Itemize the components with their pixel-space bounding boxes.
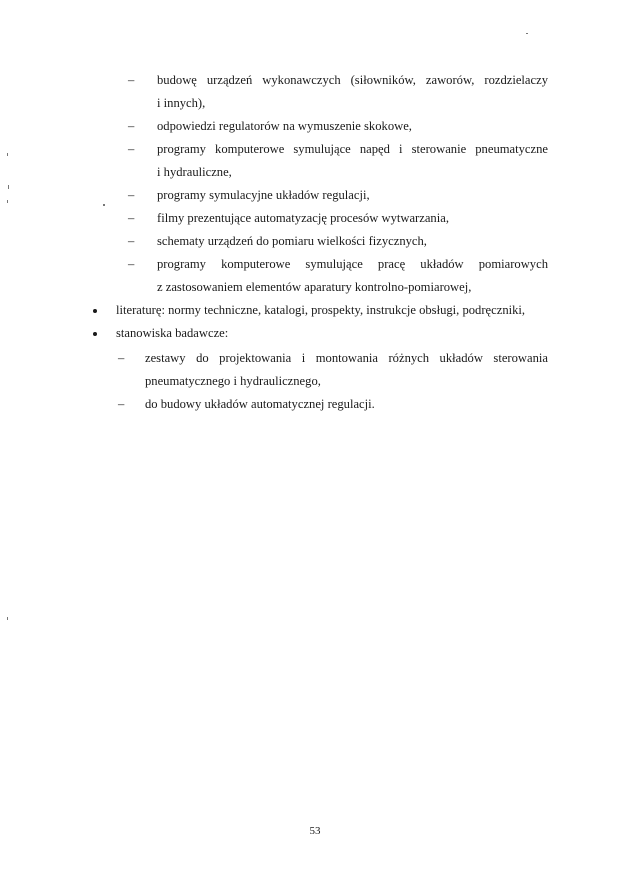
dash-marker: – — [118, 397, 125, 411]
list-item-line: zestawy do projektowania i montowania różnych układów sterowania — [145, 351, 548, 365]
list-item-line: programy komputerowe symulujące napęd i sterowanie pneumatyczne — [157, 142, 548, 156]
list-item-line: pneumatycznego i hydraulicznego, — [145, 374, 321, 388]
list-item-line: programy komputerowe symulujące pracę układów pomiarowych — [157, 257, 548, 271]
list-item-line: z zastosowaniem elementów aparatury kontrolno-pomiarowej, — [157, 280, 472, 294]
dash-marker: – — [128, 142, 135, 156]
dash-marker: – — [128, 73, 135, 87]
dash-marker: – — [128, 211, 135, 225]
page-number: 53 — [309, 825, 321, 837]
scan-speck — [7, 200, 8, 203]
dash-marker: – — [118, 351, 125, 365]
scan-speck — [8, 185, 9, 189]
bullet-marker — [93, 332, 97, 336]
scan-speck — [526, 33, 528, 34]
list-item-line: filmy prezentujące automatyzację procesów wytwarzania, — [157, 211, 449, 225]
scan-speck — [7, 153, 8, 156]
list-item-line: programy symulacyjne układów regulacji, — [157, 188, 370, 202]
scan-speck — [103, 204, 105, 206]
scan-speck — [7, 617, 8, 620]
list-item-line: odpowiedzi regulatorów na wymuszenie skokowe, — [157, 119, 412, 133]
list-item-line: i innych), — [157, 96, 206, 110]
list-item-line: i hydrauliczne, — [157, 165, 232, 179]
dash-marker: – — [128, 188, 135, 202]
dash-marker: – — [128, 257, 135, 271]
dash-marker: – — [128, 234, 135, 248]
bullet-item: literaturę: normy techniczne, katalogi, prospekty, instrukcje obsługi, podręczniki, — [116, 303, 526, 317]
list-item-line: schematy urządzeń do pomiaru wielkości fizycznych, — [157, 234, 427, 248]
list-item-line: do budowy układów automatycznej regulacji. — [145, 397, 375, 411]
list-item-line: budowę urządzeń wykonawczych (siłowników, zaworów, rozdzielaczy — [157, 73, 548, 87]
dash-marker: – — [128, 119, 135, 133]
bullet-marker — [93, 309, 97, 313]
bullet-item: stanowiska badawcze: — [116, 326, 229, 340]
